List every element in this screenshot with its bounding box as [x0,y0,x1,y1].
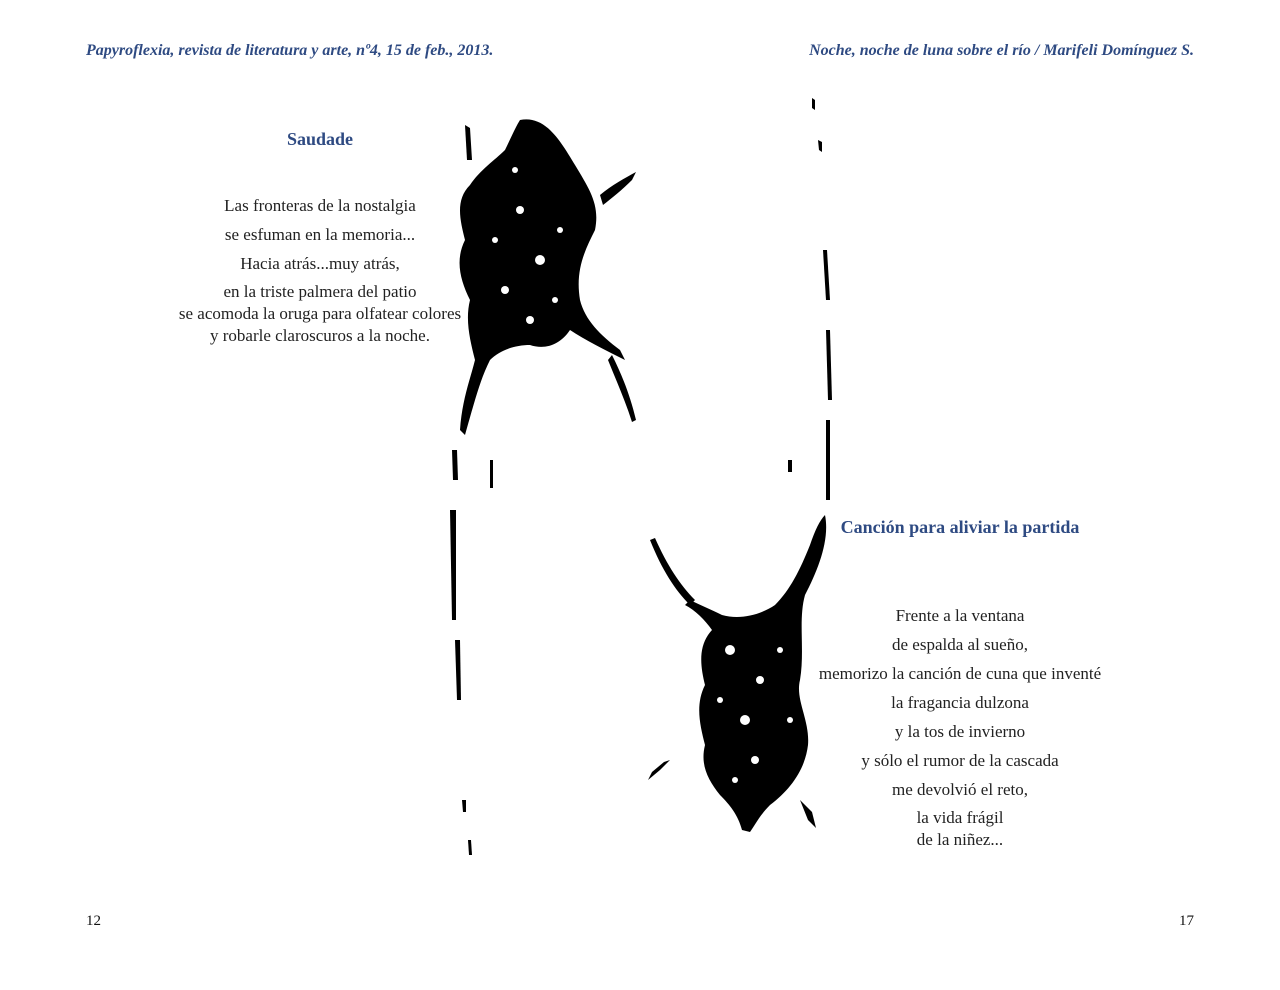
poem-line: se acomoda la oruga para olfatear colores [178,304,462,323]
poem-line: Hacia atrás...muy atrás, [240,254,400,273]
magazine-header: Papyroflexia, revista de literatura y arte, nº4, 15 de feb., 2013. [86,42,494,59]
poem-line: la fragancia dulzona [891,693,1029,712]
poem-body-saudade [140,194,500,347]
poem-line: de la niñez... [916,830,1004,849]
poem-line: y robarle claroscuros a la noche. [210,326,430,345]
poem-line: me devolvió el reto, [892,780,1028,799]
poem-line: y sólo el rumor de la cascada [861,751,1059,770]
author-header: Noche, noche de luna sobre el río / Marifeli Domínguez S. [809,42,1194,59]
page-number-left: 12 [86,913,101,929]
page-number-right: 17 [1179,913,1194,929]
poem-line: Las fronteras de la nostalgia [224,196,416,215]
poem-line: se esfuman en la memoria... [224,225,416,244]
poem-line: Frente a la ventana [895,606,1025,625]
poem-line: la vida frágil [916,808,1004,827]
poem-title-saudade: Saudade [286,129,354,149]
poem-line: de espalda al sueño, [892,635,1028,654]
poem-title-cancion: Canción para aliviar la partida [840,517,1080,537]
poem-body-cancion [780,604,1140,851]
poem-line: memorizo la canción de cuna que inventé [818,664,1102,683]
poem-line: en la triste palmera del patio [223,282,417,301]
poem-line: y la tos de invierno [894,722,1026,741]
